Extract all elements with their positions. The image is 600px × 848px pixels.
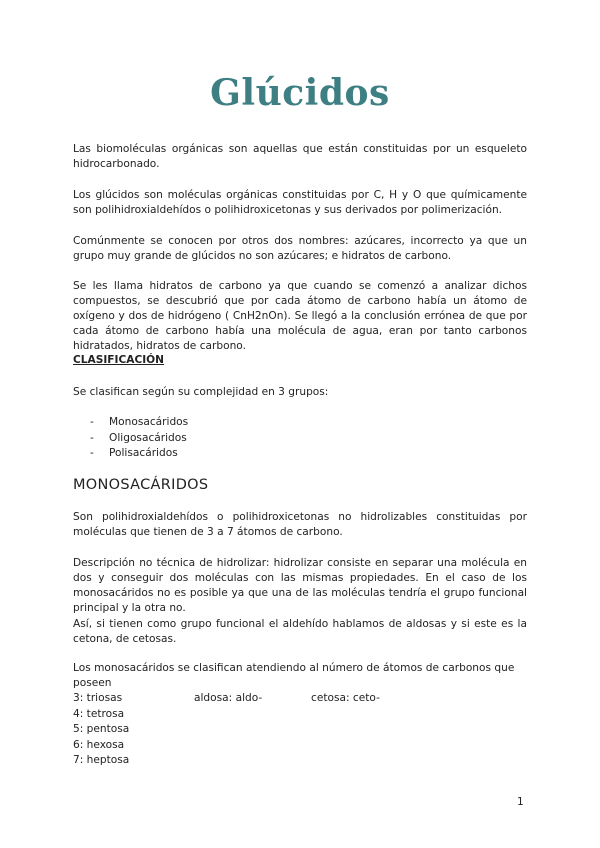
list-item: - Monosacáridos (90, 415, 188, 431)
list-dash: - (90, 416, 94, 428)
list-dash: - (90, 447, 94, 459)
list-item: - Oligosacáridos (90, 431, 188, 447)
document-page: Glúcidos Las biomoléculas orgánicas son aquellas que están constituidas por un esqueleto hidrocarbonado. Los glúcidos son moléculas orgánicas constituidas por C, H y O que químicamente son polihidroxialdehídos o polihidroxicetonas y sus derivados por polimerización. Comúnmente se conocen por otros dos nombres: azúcares, incorrecto ya que un grupo muy grande de glúcidos no son azúcares; e hidratos de carbono. Se les llama hidratos de carbono ya que cuando se comenzó a analizar dichos compuestos, se descubrió que por cada átomo de carbono había un átomo de oxígeno y dos de hidrógeno ( CnH2nOn). Se llegó a la conclusión errónea de que por cada átomo de carbono había una molécula de agua, eran por tanto carbonos hidratados, hidratos de carbono. CLASIFICACIÓN Se clasifican según su complejidad en 3 grupos: - Monosacáridos - Oligosacáridos - Polisacáridos MONOSACÁRIDOS Son polihidroxialdehídos o polihidroxicetonas no hidrolizables constituidas por moléculas que tienen de 3 a 7 átomos de carbono. Descripción no técnica de hidrolizar: hidrolizar consiste en separar una molécula en dos y conseguir dos moléculas con las mismas propiedades. En el caso de los monosacáridos no es posible ya que una de las moléculas tendría el grupo funcional principal y la otra no. Así, si tienen como grupo funcional el aldehído hablamos de aldosas y si este es la cetona, de cetosas. Los monosacáridos se clasifican atendiendo al número de átomos de carbonos que poseen 3: triosas aldosa: aldo- cetosa: ceto- 4: tetrosa 5: pentosa 6: hexosa 7: heptosa 1 (0, 0, 600, 848)
paragraph-hydrates: Se les llama hidratos de carbono ya que cuando se comenzó a analizar dichos compuestos, se descubrió que por cada átomo de carbono había un átomo de oxígeno y dos de hidrógeno ( CnH2nOn). Se llegó a la conclusión errónea de que por cada átomo de carbono había una molécula de agua, eran por tanto carbonos hidratados, hidratos de carbono. (73, 280, 527, 352)
section-heading-monosacaridos: MONOSACÁRIDOS (73, 477, 209, 493)
paragraph-definition: Los glúcidos son moléculas orgánicas constituidas por C, H y O que químicamente son polihidroxialdehídos o polihidroxicetonas y sus derivados por polimerización. (73, 189, 527, 216)
page-number: 1 (517, 796, 524, 808)
list-dash: - (90, 431, 94, 444)
mono-paragraph-definition: Son polihidroxialdehídos o polihidroxicetonas no hidrolizables constituidas por moléculas que tienen de 3 a 7 átomos de carbono. (73, 511, 527, 538)
paragraph-intro: Las biomoléculas orgánicas son aquellas que están constituidas por un esqueleto hidrocarbonado. (73, 143, 527, 170)
paragraph-names: Comúnmente se conocen por otros dos nombres: azúcares, incorrecto ya que un grupo muy grande de glúcidos no son azúcares; e hidratos de carbono. (73, 235, 527, 262)
groups-list (90, 415, 188, 462)
clasificacion-intro: Se clasifican según su complejidad en 3 grupos: (73, 386, 329, 398)
section-heading-clasificacion: CLASIFICACIÓN (73, 354, 165, 366)
mono-paragraph-classification: Los monosacáridos se clasifican atendiendo al número de átomos de carbonos que poseen (73, 662, 515, 689)
mono-paragraph-aldosas: Así, si tienen como grupo funcional el aldehído hablamos de aldosas y si este es la cetona, de cetosas. (73, 618, 527, 645)
mono-paragraph-hydrolysis: Descripción no técnica de hidrolizar: hidrolizar consiste en separar una molécula en dos y conseguir dos moléculas con las mismas propiedades. En el caso de los monosacáridos no es posible ya que una de las moléculas tendría el grupo funcional principal y la otra no. (73, 557, 527, 614)
list-item: - Polisacáridos (90, 446, 188, 462)
page-title: Glúcidos (210, 72, 390, 114)
